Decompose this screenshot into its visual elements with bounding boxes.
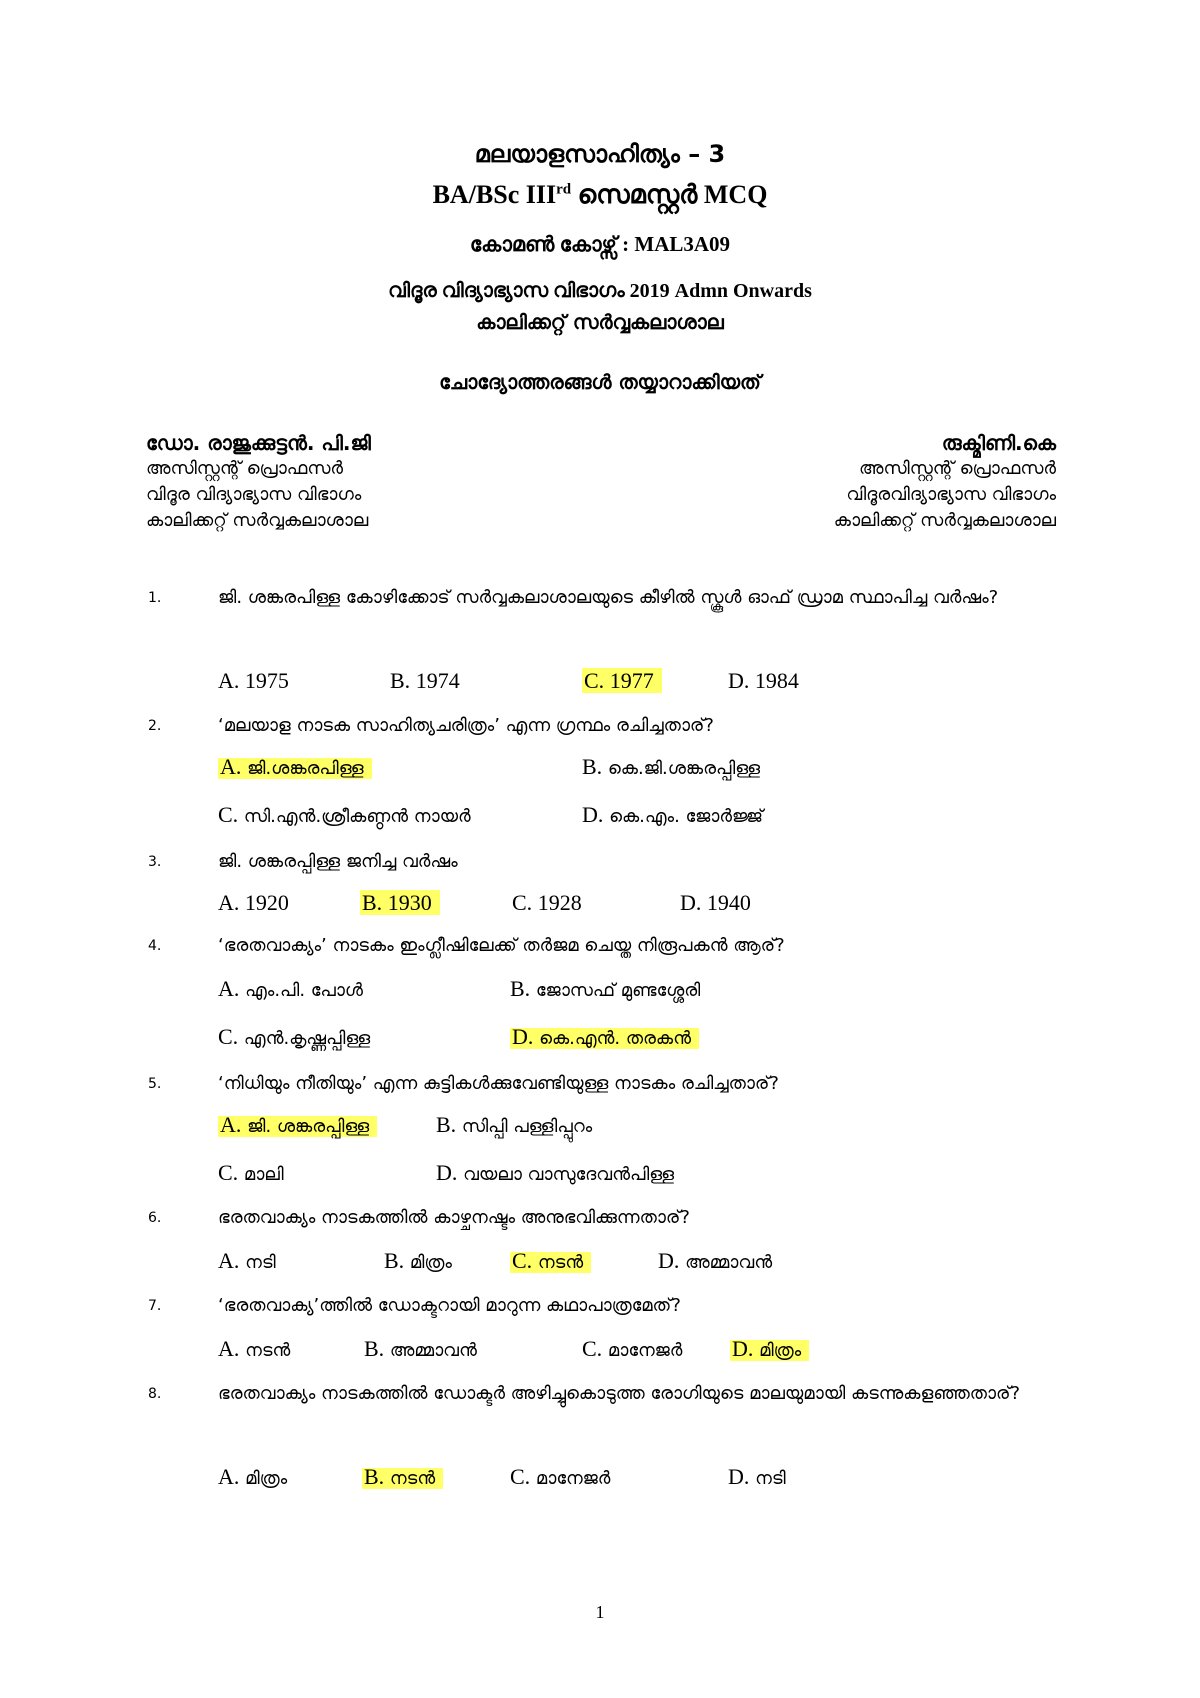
option-d: D. 1984 (728, 668, 799, 693)
option-b: B. സിപ്പി പള്ളിപ്പുറം (436, 1112, 593, 1137)
department-line: വിദൂര വിദ്യാഭ്യാസ വിഭാഗം 2019 Admn Onwards (388, 280, 812, 302)
option-d: D. കെ.എം. ജോർജ്ജ് (582, 802, 764, 827)
option-c: C. മാനേജർ (510, 1464, 611, 1489)
option-d: D. നടി (728, 1464, 786, 1489)
document-subtitle (0, 180, 1200, 211)
question-number: 3. (148, 854, 162, 870)
author-dept: വിദൂര വിദ്യാഭ്യാസ വിഭാഗം (146, 484, 362, 505)
author-dept: വിദൂരവിദ്യാഭ്യാസ വിഭാഗം (846, 484, 1056, 505)
author-name: രുക്മിണി.കെ (941, 431, 1056, 455)
question-text: ഭരതവാക്യം നാടകത്തിൽ ഡോക്ടർ അഴിച്ചുകൊടുത്ത രോഗിയുടെ മാലയുമായി കടന്നുകളഞ്ഞതാര്? (218, 1383, 1021, 1404)
university-name: കാലിക്കറ്റ് സർവ്വകലാശാല (476, 310, 724, 334)
option-c-correct: C. 1977 (582, 668, 662, 694)
option-c: C. 1928 (512, 890, 582, 915)
option-a: A. എം.പി. പോൾ (218, 976, 363, 1001)
option-a: A. നടി (218, 1248, 276, 1273)
question-number: 6. (148, 1210, 162, 1226)
question-number: 2. (148, 718, 162, 734)
option-b: B. ജോസഫ് മുണ്ടശ്ശേരി (510, 976, 701, 1001)
author-block-left (146, 430, 371, 534)
question-text: ‘ഭരതവാക്യം’ നാടകം ഇംഗ്ലീഷിലേക്ക് തർജമ ചെയ്ത നിരൂപകൻ ആര്? (218, 935, 785, 956)
author-university: കാലിക്കറ്റ് സർവ്വകലാശാല (146, 510, 369, 531)
option-c: C. സി.എൻ.ശ്രീകണ്ഠൻ നായർ (218, 802, 471, 827)
question-text: ജി. ശങ്കരപ്പിള്ള ജനിച്ച വർഷം (218, 851, 458, 872)
option-a: A. നടൻ (218, 1336, 291, 1361)
subtitle-prefix: BA/BSc III (432, 180, 557, 209)
option-a-correct: A. ജി.ശങ്കരപിള്ള (218, 754, 372, 780)
question-text: ‘നിധിയും നീതിയും’ എന്ന കുട്ടികൾക്കുവേണ്ടിയുള്ള നാടകം രചിച്ചതാര്? (218, 1073, 779, 1094)
option-a: A. മിത്രം (218, 1464, 288, 1489)
question-text: ‘മലയാള നാടക സാഹിത്യചരിത്രം’ എന്ന ഗ്രന്ഥം രചിച്ചതാര്? (218, 715, 714, 736)
option-d: D. വയലാ വാസുദേവൻപിള്ള (436, 1160, 675, 1185)
option-d-correct: D. മിത്രം (730, 1336, 809, 1362)
option-b-correct: B. നടൻ (362, 1464, 443, 1490)
author-name: ഡോ. രാജുക്കുട്ടൻ. പി.ജി (146, 431, 371, 455)
option-c-correct: C. നടൻ (510, 1248, 591, 1274)
question-text: ‘ഭരതവാക്യ’ത്തിൽ ഡോക്ടറായി മാറുന്ന കഥാപാത്രമേത്? (218, 1295, 681, 1316)
question-number: 4. (148, 938, 162, 954)
option-d: D. 1940 (680, 890, 751, 915)
option-a: A. 1920 (218, 890, 289, 915)
question-number: 7. (148, 1298, 162, 1314)
option-a: A. 1975 (218, 668, 289, 693)
option-d: D. അമ്മാവൻ (658, 1248, 773, 1273)
course-code: കോമൺ കോഴ്സ് : MAL3A09 (469, 232, 731, 256)
author-university: കാലിക്കറ്റ് സർവ്വകലാശാല (833, 510, 1056, 531)
option-c: C. മാനേജർ (582, 1336, 683, 1361)
author-block-right (834, 430, 1056, 534)
page-number: 1 (595, 1602, 605, 1622)
question-number: 5. (148, 1076, 162, 1092)
option-c: C. എൻ.കൃഷ്ണപ്പിള്ള (218, 1024, 371, 1049)
option-b-correct: B. 1930 (360, 890, 440, 916)
subtitle-superscript: rd (556, 181, 572, 198)
question-number: 8. (148, 1386, 162, 1402)
option-b: B. അമ്മാവൻ (364, 1336, 477, 1361)
prepared-by-heading: ചോദ്യോത്തരങ്ങൾ തയ്യാറാക്കിയത് (439, 370, 761, 394)
question-text: ജി. ശങ്കരപിള്ള കോഴിക്കോട് സർവ്വകലാശാലയുടെ കീഴിൽ സ്കൂൾ ഓഫ് ഡ്രാമ സ്ഥാപിച്ച വർഷം? (218, 587, 999, 608)
option-b: B. 1974 (390, 668, 460, 693)
option-b: B. മിത്രം (384, 1248, 452, 1273)
option-c: C. മാലി (218, 1160, 284, 1185)
subtitle-suffix: സെമസ്റ്റർ MCQ (571, 180, 768, 209)
option-a-correct: A. ജി. ശങ്കരപ്പിള്ള (218, 1112, 377, 1138)
document-title: മലയാളസാഹിത്യം – 3 (474, 140, 726, 168)
question-number: 1. (148, 590, 162, 606)
option-d-correct: D. കെ.എൻ. തരകൻ (510, 1024, 699, 1050)
author-role: അസിസ്റ്റന്റ് പ്രൊഫസർ (146, 458, 344, 479)
author-role: അസിസ്റ്റന്റ് പ്രൊഫസർ (858, 458, 1056, 479)
option-b: B. കെ.ജി.ശങ്കരപ്പിള്ള (582, 754, 761, 779)
question-text: ഭരതവാക്യം നാടകത്തിൽ കാഴ്ചനഷ്ടം അനുഭവിക്കുന്നതാര്? (218, 1207, 690, 1228)
